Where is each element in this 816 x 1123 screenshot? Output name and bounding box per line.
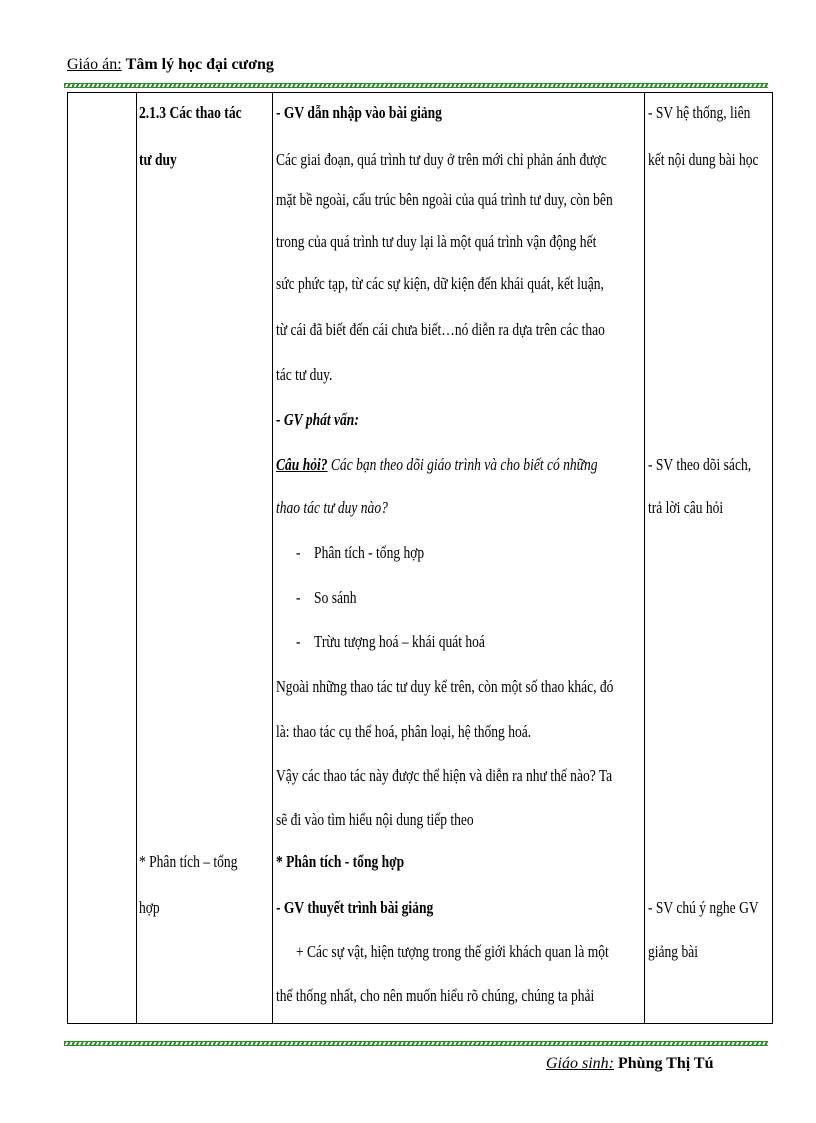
- header-title: Tâm lý học đại cương: [125, 56, 274, 73]
- content-line: Các giai đoạn, quá trình tư duy ở trên mới chỉ phản ánh được: [276, 150, 607, 169]
- student-activity-line: - SV theo dõi sách,: [648, 455, 752, 474]
- column-divider-2: [272, 93, 273, 1023]
- content-line: từ cái đã biết đến cái chưa biết…nó diễn ra dựa trên các thao: [276, 320, 605, 339]
- content-line: là: thao tác cụ thể hoá, phân loại, hệ thống hoá.: [276, 722, 532, 741]
- student-activity-line: trả lời câu hỏi: [648, 498, 724, 517]
- subsection-line-2: hợp: [139, 898, 160, 917]
- bullet-dash: -: [296, 632, 301, 651]
- content-line: sẽ đi vào tìm hiểu nội dung tiếp theo: [276, 810, 474, 829]
- content-line: Vậy các thao tác này được thể hiện và diễn ra như thế nào? Ta: [276, 766, 613, 785]
- bullet-text: Phân tích - tổng hợp: [314, 543, 425, 562]
- content-line: tác tư duy.: [276, 365, 333, 384]
- question-label: Câu hỏi?: [276, 455, 328, 474]
- footer-name: Phùng Thị Tú: [618, 1055, 714, 1072]
- bullet-dash: -: [296, 543, 301, 562]
- subsection-line-1: * Phân tích – tổng: [139, 852, 238, 871]
- bullet-text: So sánh: [314, 588, 357, 607]
- top-decorative-rule: [64, 83, 768, 88]
- student-activity-line: giảng bài: [648, 942, 698, 961]
- bullet-dash: -: [296, 588, 301, 607]
- bullet-item: [296, 543, 424, 563]
- student-activity-line: - SV hệ thống, liên: [648, 103, 751, 122]
- content-line: mặt bề ngoài, cấu trúc bên ngoài của quá trình tư duy, còn bên: [276, 190, 613, 209]
- bullet-text: Trừu tượng hoá – khái quát hoá: [314, 632, 485, 651]
- section-heading-line-1: 2.1.3 Các thao tác: [139, 103, 242, 122]
- column-divider-3: [644, 93, 645, 1023]
- section-heading-line-2: tư duy: [139, 150, 177, 169]
- question-text: Các bạn theo dõi giáo trình và cho biết có những: [327, 455, 598, 474]
- content-line: Ngoài những thao tác tư duy kể trên, còn một số thao khác, đó: [276, 677, 614, 696]
- content-line: trong của quá trình tư duy lại là một quá trình vận động hết: [276, 232, 597, 251]
- content-line: thể thống nhất, cho nên muốn hiểu rõ chúng, chúng ta phải: [276, 986, 595, 1005]
- page-footer: [546, 1055, 713, 1073]
- student-activity-line: kết nội dung bài học: [648, 150, 759, 169]
- bullet-item: [296, 632, 485, 652]
- gv-intro-heading: - GV dẫn nhập vào bài giảng: [276, 103, 442, 122]
- content-line: + Các sự vật, hiện tượng trong thế giới khách quan là một: [296, 942, 609, 961]
- bottom-decorative-rule: [64, 1041, 768, 1046]
- page-header: [67, 56, 274, 74]
- column-divider-1: [136, 93, 137, 1023]
- footer-label: Giáo sinh:: [546, 1055, 614, 1072]
- analysis-heading: * Phân tích - tổng hợp: [276, 852, 405, 871]
- gv-lecture-heading: - GV thuyết trình bài giảng: [276, 898, 434, 917]
- bullet-item: [296, 588, 357, 608]
- header-label: Giáo án:: [67, 56, 122, 73]
- question-line: [276, 455, 598, 475]
- content-line: sức phức tạp, từ các sự kiện, dữ kiện đến khái quát, kết luận,: [276, 274, 604, 293]
- student-activity-line: - SV chú ý nghe GV: [648, 898, 759, 917]
- question-line-2: thao tác tư duy nào?: [276, 498, 388, 517]
- gv-question-heading: - GV phát vấn:: [276, 410, 359, 429]
